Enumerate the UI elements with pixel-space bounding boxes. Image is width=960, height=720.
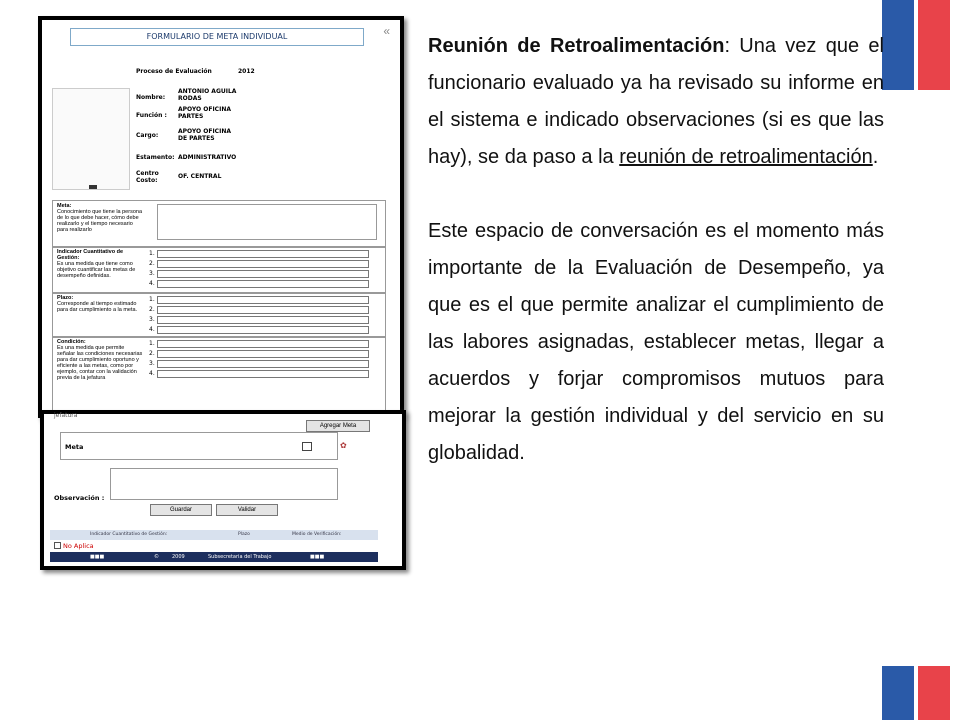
plazo-description [57, 295, 143, 313]
indicador-num-4: 4. [149, 280, 155, 287]
condicion-input-3[interactable] [157, 360, 369, 368]
process-label: Proceso de Evaluación [136, 68, 212, 75]
condicion-row [52, 336, 386, 411]
centro-label-line1: Centro [136, 170, 159, 177]
footer-right: ■■■ [310, 554, 325, 560]
process-year: 2012 [238, 68, 255, 75]
form-title: FORMULARIO DE META INDIVIDUAL [146, 32, 288, 41]
observation-label: Observación : [54, 494, 105, 502]
employee-photo [52, 88, 130, 190]
condicion-text: Es una medida que permite señalar las condiciones necesarias para dar cumplimiento oportuno y eficiente a las metas, como por ejemplo, contar con la validación previa de la jefatura [57, 345, 143, 381]
flag-blue-bar [882, 0, 914, 90]
condicion-input-1[interactable] [157, 340, 369, 348]
meta-text: Conocimiento que tiene la persona de lo que debe hacer, cómo debe realizarlo y el tiempo necesario para realizarlo [57, 209, 143, 233]
condicion-input-4[interactable] [157, 370, 369, 378]
cargo-label: Cargo: [136, 132, 159, 139]
indicador-input-4[interactable] [157, 280, 369, 288]
centro-label-line2: Costo: [136, 177, 158, 184]
plazo-row [52, 292, 386, 338]
footer-org: Subsecretaria del Trabajo [208, 554, 272, 560]
footer-year: 2009 [172, 554, 185, 560]
condicion-num-1: 1. [149, 340, 155, 347]
retro-meeting-link[interactable]: reunión de retroalimentación [619, 146, 873, 168]
add-meta-button[interactable]: Agregar Meta [306, 420, 370, 432]
footer-left: ■■■ [90, 554, 105, 560]
indicador-num-1: 1. [149, 250, 155, 257]
no-aplica-label: No Aplica [63, 542, 94, 550]
paragraph-1-text: : Una vez que el funcionario evaluado ya ha revisado su informe en el sistema e indicado observaciones (si es que las hay), se da paso a la [428, 35, 884, 168]
col-medio: Medio de Verificación: [292, 532, 342, 537]
indicador-input-2[interactable] [157, 260, 369, 268]
meta-row [52, 200, 386, 248]
plazo-title: Plazo: [57, 295, 74, 301]
condicion-title: Condición: [57, 339, 86, 345]
form-title-box [70, 28, 364, 46]
plazo-input-3[interactable] [157, 316, 369, 324]
no-aplica-checkbox[interactable] [54, 542, 61, 549]
meta-textarea[interactable] [157, 204, 377, 240]
validate-button[interactable]: Validar [216, 504, 278, 516]
indicador-input-1[interactable] [157, 250, 369, 258]
save-button[interactable]: Guardar [150, 504, 212, 516]
col-plazo: Plazo [238, 532, 250, 537]
jefatura-fragment: jefatura [54, 412, 78, 419]
centro-value: OF. CENTRAL [178, 173, 222, 180]
indicador-num-3: 3. [149, 270, 155, 277]
flag-top-decoration [882, 0, 950, 90]
flag-red-bar [918, 666, 950, 720]
indicador-text: Es una medida que tiene como objetivo cuantificar las metas de desempeño definidas. [57, 261, 136, 279]
paragraph-2: Este espacio de conversación es el momento más importante de la Evaluación de Desempeño, ya que es el que permite analizar el cumplimiento de las labores asignadas, establecer metas, llegar a acuerdos y forjar compromisos mutuos para mejorar la gestión individual y del servicio en su globalidad. [428, 220, 884, 464]
condicion-num-3: 3. [149, 360, 155, 367]
summary-header-bar [50, 530, 378, 540]
estamento-value: ADMINISTRATIVO [178, 154, 237, 161]
plazo-num-4: 4. [149, 326, 155, 333]
name-value-line2: RODAS [178, 95, 202, 102]
funcion-label: Función : [136, 112, 167, 119]
flag-red-bar [918, 0, 950, 90]
plazo-input-2[interactable] [157, 306, 369, 314]
form-screenshot-bottom [40, 410, 406, 570]
indicador-input-3[interactable] [157, 270, 369, 278]
footer-bar [50, 552, 378, 562]
plazo-input-1[interactable] [157, 296, 369, 304]
meta-label: Meta [65, 443, 84, 451]
name-label: Nombre: [136, 94, 166, 101]
funcion-value-line2: PARTES [178, 113, 204, 120]
funcion-value-line1: APOYO OFICINA [178, 106, 231, 113]
meta-title: Meta: [57, 203, 72, 209]
meta-box [60, 432, 338, 460]
meta-description [57, 203, 143, 233]
flag-blue-bar [882, 666, 914, 720]
condicion-num-4: 4. [149, 370, 155, 377]
condicion-num-2: 2. [149, 350, 155, 357]
col-indicador: Indicador Cuantitativo de Gestión: [90, 532, 168, 537]
cargo-value-line2: DE PARTES [178, 135, 215, 142]
condicion-input-2[interactable] [157, 350, 369, 358]
paragraph-1-end: . [872, 146, 879, 168]
delete-icon[interactable]: ✿ [340, 441, 347, 450]
condicion-description [57, 339, 143, 381]
plazo-text: Corresponde al tiempo estimado para dar cumplimiento a la meta. [57, 301, 138, 313]
indicador-row [52, 246, 386, 294]
photo-mark [89, 185, 97, 189]
estamento-label: Estamento: [136, 154, 175, 161]
flag-bottom-decoration [882, 666, 950, 720]
plazo-num-1: 1. [149, 296, 155, 303]
form-screenshot-top [38, 16, 404, 418]
observation-textarea[interactable] [110, 468, 338, 500]
edit-icon[interactable] [302, 442, 312, 451]
indicador-description [57, 249, 143, 279]
cargo-value-line1: APOYO OFICINA [178, 128, 231, 135]
body-text [428, 28, 884, 472]
footer-copyright: © [154, 554, 159, 560]
heading-term: Reunión de Retroalimentación [428, 35, 725, 57]
collapse-chevron-icon[interactable]: « [383, 24, 390, 38]
indicador-num-2: 2. [149, 260, 155, 267]
indicador-title: Indicador Cuantitativo de Gestión: [57, 249, 124, 261]
plazo-num-2: 2. [149, 306, 155, 313]
paragraph-1 [428, 28, 884, 176]
plazo-input-4[interactable] [157, 326, 369, 334]
name-value-line1: ANTONIO AGUILA [178, 88, 237, 95]
plazo-num-3: 3. [149, 316, 155, 323]
